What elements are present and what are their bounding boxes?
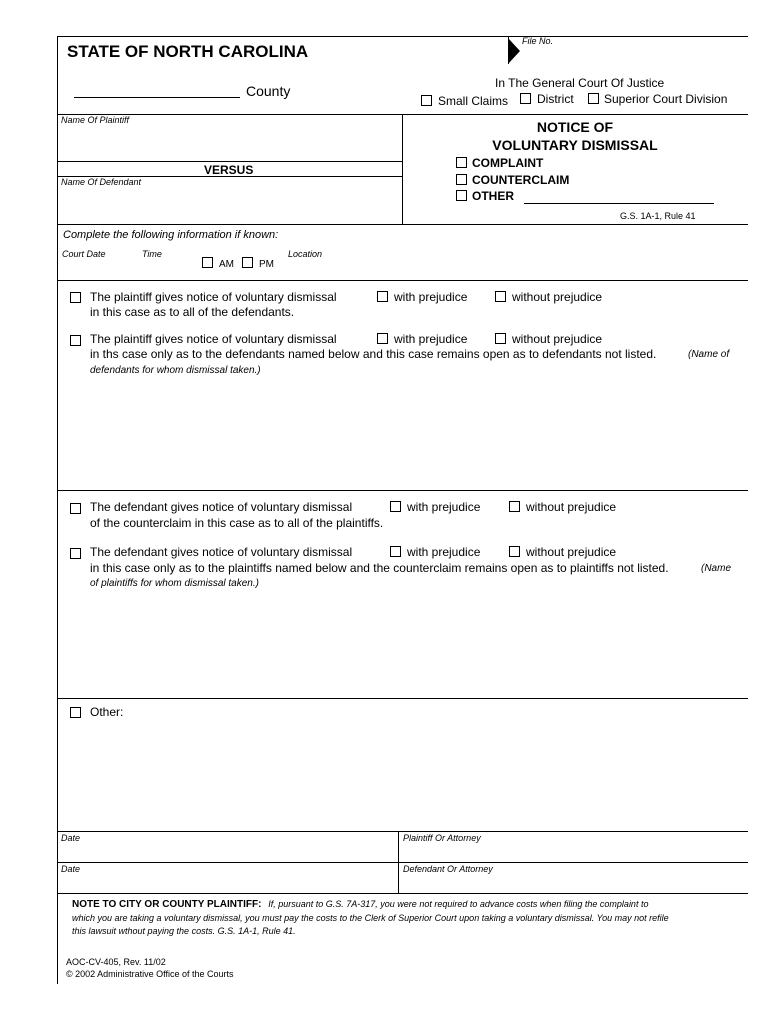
state-title: STATE OF NORTH CAROLINA [67,42,309,61]
other-dismissal-label: Other: [90,705,124,719]
pm-label: PM [259,259,274,270]
file-no-label: File No. [522,36,554,46]
defendant-some-without-prejudice-checkbox[interactable] [509,546,520,557]
plaintiff-all-without-prejudice-label: without prejudice [512,290,603,304]
defendant-some-with-prejudice-label: with prejudice [407,545,481,559]
note-line2: which you are taking a voluntary dismissal, you must pay the costs to the Clerk of Superior Court upon taking a voluntary dismissal. You may not refile [72,913,669,923]
counterclaim-label: COUNTERCLAIM [472,173,570,187]
copyright: © 2002 Administrative Office of the Courts [66,969,234,979]
defendant-all-line2: of the counterclaim in this case as to all of the plaintiffs. [90,516,384,530]
top-border [57,36,748,37]
signature-middle-line [57,862,748,863]
other-checkbox[interactable] [456,190,467,201]
plaintiff-some-with-prejudice-label: with prejudice [394,332,468,346]
defendant-some-note-a: (Name [701,563,732,574]
court-title: In The General Court Of Justice [495,76,665,90]
plaintiff-some-without-prejudice-label: without prejudice [512,332,603,346]
info-instruction: Complete the following information if known: [63,229,279,241]
defendant-some-without-prejudice-label: without prejudice [526,545,617,559]
am-label: AM [219,259,234,270]
plaintiff-some-note-a: (Name of [688,349,730,360]
defendant-section-bottom [57,698,748,699]
small-claims-checkbox[interactable] [421,95,432,106]
small-claims-label: Small Claims [438,94,509,108]
defendant-some-line2: in this case only as to the plaintiffs named below and the counterclaim remains open as to plaintiffs not listed. [90,561,669,575]
note-heading: NOTE TO CITY OR COUNTY PLAINTIFF: [72,899,262,910]
location-label: Location [288,249,323,259]
defendant-some-note-b: of plaintiffs for whom dismissal taken.) [90,578,259,589]
plaintiff-some-note-b: defendants for whom dismissal taken.) [90,365,261,376]
district-checkbox[interactable] [520,93,531,104]
plaintiff-attorney-label: Plaintiff Or Attorney [403,833,481,843]
date2-label: Date [61,864,81,874]
note-line1-row [72,899,648,910]
defendant-all-with-prejudice-label: with prejudice [407,500,481,514]
complaint-checkbox[interactable] [456,157,467,168]
complaint-label: COMPLAINT [472,156,544,170]
plaintiff-some-checkbox[interactable] [70,335,81,346]
defendant-some-checkbox[interactable] [70,548,81,559]
plaintiff-some-line2: in ths case only as to the defendants named below and this case remains open as to defendants not listed. [90,347,657,361]
plaintiff-some-line1: The plaintiff gives notice of voluntary dismissal [90,332,337,346]
defendant-all-checkbox[interactable] [70,503,81,514]
note-line3: this lawsuit wthout paying the costs. G.S. 1A-1, Rule 41. [72,926,296,936]
file-no-arrow-icon [508,38,520,69]
notice-title-line2: VOLUNTARY DISMISSAL [492,137,658,153]
superior-court-label: Superior Court Division [604,92,728,106]
district-label: District [537,92,574,106]
plaintiff-line [57,161,402,162]
pm-checkbox[interactable] [242,257,253,268]
am-checkbox[interactable] [202,257,213,268]
left-border [57,36,58,984]
defendant-all-without-prejudice-label: without prejudice [526,500,617,514]
signature-bottom-line [57,893,748,894]
defendant-all-line1: The defendant gives notice of voluntary dismissal [90,500,353,514]
county-input-line[interactable] [74,97,240,98]
statute-label: G.S. 1A-1, Rule 41 [620,211,696,221]
time-label: Time [142,249,162,259]
court-date-label: Court Date [62,249,106,259]
plaintiff-all-checkbox[interactable] [70,292,81,303]
plaintiff-all-line1: The plaintiff gives notice of voluntary dismissal [90,290,337,304]
date1-label: Date [61,833,81,843]
plaintiff-label: Name Of Plaintiff [61,115,130,125]
plaintiff-some-without-prejudice-checkbox[interactable] [495,333,506,344]
defendant-label: Name Of Defendant [61,177,142,187]
other-dismissal-checkbox[interactable] [70,707,81,718]
county-label: County [246,83,291,99]
counterclaim-checkbox[interactable] [456,174,467,185]
info-bottom-line [57,280,748,281]
plaintiff-all-with-prejudice-checkbox[interactable] [377,291,388,302]
note-line1: If, pursuant to G.S. 7A-317, you were not required to advance costs when filing the complaint to [268,899,649,909]
defendant-attorney-label: Defendant Or Attorney [403,864,493,874]
plaintiff-all-without-prejudice-checkbox[interactable] [495,291,506,302]
defendant-all-with-prejudice-checkbox[interactable] [390,501,401,512]
defendant-some-with-prejudice-checkbox[interactable] [390,546,401,557]
versus-label: VERSUS [204,163,254,177]
defendant-some-line1: The defendant gives notice of voluntary dismissal [90,545,353,559]
other-input-line[interactable] [524,203,714,204]
form-id: AOC-CV-405, Rev. 11/02 [66,957,166,967]
other-option-label: OTHER [472,189,514,203]
superior-court-checkbox[interactable] [588,93,599,104]
plaintiff-some-with-prejudice-checkbox[interactable] [377,333,388,344]
caption-bottom-line [57,224,748,225]
other-section-bottom [57,831,748,832]
defendant-all-without-prejudice-checkbox[interactable] [509,501,520,512]
notice-title-line1: NOTICE OF [536,119,614,135]
plaintiff-all-line2: in this case as to all of the defendants. [90,305,295,319]
plaintiff-all-with-prejudice-label: with prejudice [394,290,468,304]
file-no-divider [508,36,509,64]
plaintiff-section-bottom [57,490,748,491]
